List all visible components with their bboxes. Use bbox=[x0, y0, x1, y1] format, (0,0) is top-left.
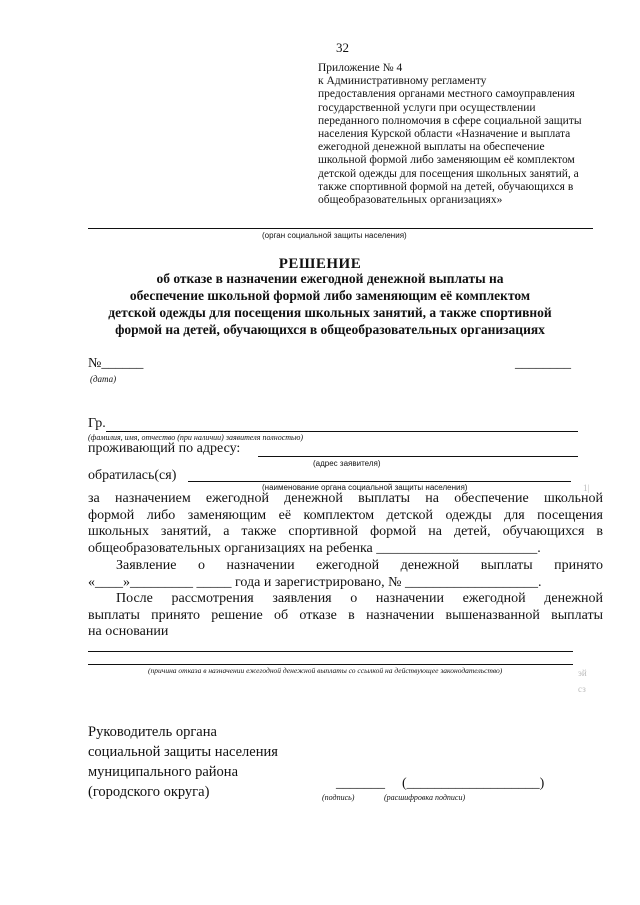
paragraph-line: выплаты принято решение об отказе в назначении вышеназванной выплаты bbox=[88, 607, 603, 623]
reason-line-1 bbox=[88, 651, 573, 652]
appendix-line: государственной услуги при осуществлении bbox=[318, 101, 536, 114]
registration-paragraph bbox=[88, 558, 603, 591]
address-label: проживающий по адресу: bbox=[88, 441, 241, 456]
appendix-line: детской одежды для посещения школьных занятий, а bbox=[318, 167, 579, 180]
page-number: 32 bbox=[336, 40, 349, 55]
reason-line-2 bbox=[88, 664, 573, 665]
authority-line bbox=[88, 228, 593, 229]
appendix-line: общеобразовательных организациях» bbox=[318, 194, 503, 207]
applied-label: обратилась(ся) bbox=[88, 468, 177, 483]
document-title: РЕШЕНИЕ bbox=[278, 256, 362, 272]
margin-mark: 1| bbox=[583, 483, 590, 493]
signer-line: Руководитель органа bbox=[88, 724, 217, 740]
appendix-line: переданного полномочия в сфере социальной защиты bbox=[318, 114, 582, 127]
paragraph-line: формой либо заменяющим её комплектом детской одежды для посещения bbox=[88, 507, 603, 523]
applied-line bbox=[188, 481, 571, 482]
appendix-block bbox=[318, 62, 582, 207]
appendix-line: школьной формой либо заменяющим её комплектом bbox=[318, 154, 575, 167]
signer-line: социальной защиты населения bbox=[88, 744, 278, 760]
appendix-line: предоставления органами местного самоуправления bbox=[318, 88, 575, 101]
paragraph-line: «____»_________ _____ года и зарегистрировано, № ___________________. bbox=[88, 574, 542, 590]
decoding-caption: (расшифровка подписи) bbox=[384, 793, 466, 802]
citizen-label: Гр. bbox=[88, 416, 106, 431]
signer-block bbox=[88, 722, 278, 802]
subtitle-line: обеспечение школьной формой либо заменяющим её комплектом bbox=[129, 288, 531, 303]
signer-line: муниципального района bbox=[88, 764, 238, 780]
date-blank: ________ bbox=[515, 356, 571, 371]
appendix-line: также спортивной формой на детей, обучающихся в bbox=[318, 180, 574, 193]
subtitle-line: формой на детей, обучающихся в общеобразовательных организациях bbox=[115, 322, 545, 337]
paragraph-line: школьных занятий, а также спортивной формой на детей, обучающихся в bbox=[88, 524, 603, 539]
request-paragraph bbox=[88, 491, 603, 557]
citizen-caption: (фамилия, имя, отчество (при наличии) заявителя полностью) bbox=[88, 433, 303, 442]
margin-mark: сз bbox=[578, 684, 586, 694]
decoding-blank: (___________________) bbox=[402, 776, 545, 791]
subtitle-line: об отказе в назначении ежегодной денежной выплаты на bbox=[156, 271, 504, 286]
document-subtitle bbox=[60, 270, 600, 338]
paragraph-line: После рассмотрения заявления о назначении ежегодной денежной bbox=[116, 591, 603, 606]
appendix-line: к Административному регламенту bbox=[318, 75, 487, 88]
address-line bbox=[258, 456, 578, 457]
address-caption: (адрес заявителя) bbox=[313, 459, 381, 468]
date-caption: (дата) bbox=[90, 374, 117, 384]
number-label: №______ bbox=[88, 356, 144, 371]
signature-caption: (подпись) bbox=[322, 793, 355, 802]
citizen-name-line bbox=[106, 431, 578, 432]
margin-mark: эй bbox=[578, 668, 587, 678]
signer-line: (городского округа) bbox=[88, 784, 210, 800]
decision-paragraph bbox=[88, 591, 603, 641]
appendix-line: населения Курской области «Назначение и выплата bbox=[318, 128, 571, 141]
paragraph-line: на основании bbox=[88, 624, 169, 639]
applied-caption: (наименование органа социальной защиты населения) bbox=[262, 483, 468, 492]
signature-blank: _______ bbox=[336, 776, 385, 791]
authority-caption: (орган социальной защиты населения) bbox=[262, 231, 407, 240]
reason-caption: (причина отказа в назначении ежегодной денежной выплаты со ссылкой на действующее законодательство) bbox=[148, 666, 503, 675]
paragraph-line: общеобразовательных организациях на ребенка _______________________. bbox=[88, 540, 541, 556]
appendix-line: ежегодной денежной выплаты на обеспечение bbox=[318, 141, 545, 154]
paragraph-line: за назначением ежегодной денежной выплаты на обеспечение школьной bbox=[88, 491, 603, 506]
appendix-line: Приложение № 4 bbox=[318, 62, 403, 74]
subtitle-line: детской одежды для посещения школьных занятий, а также спортивной bbox=[108, 305, 552, 320]
paragraph-line: Заявление о назначении ежегодной денежной выплаты принято bbox=[116, 558, 603, 573]
number-blank: ______ bbox=[101, 356, 144, 371]
